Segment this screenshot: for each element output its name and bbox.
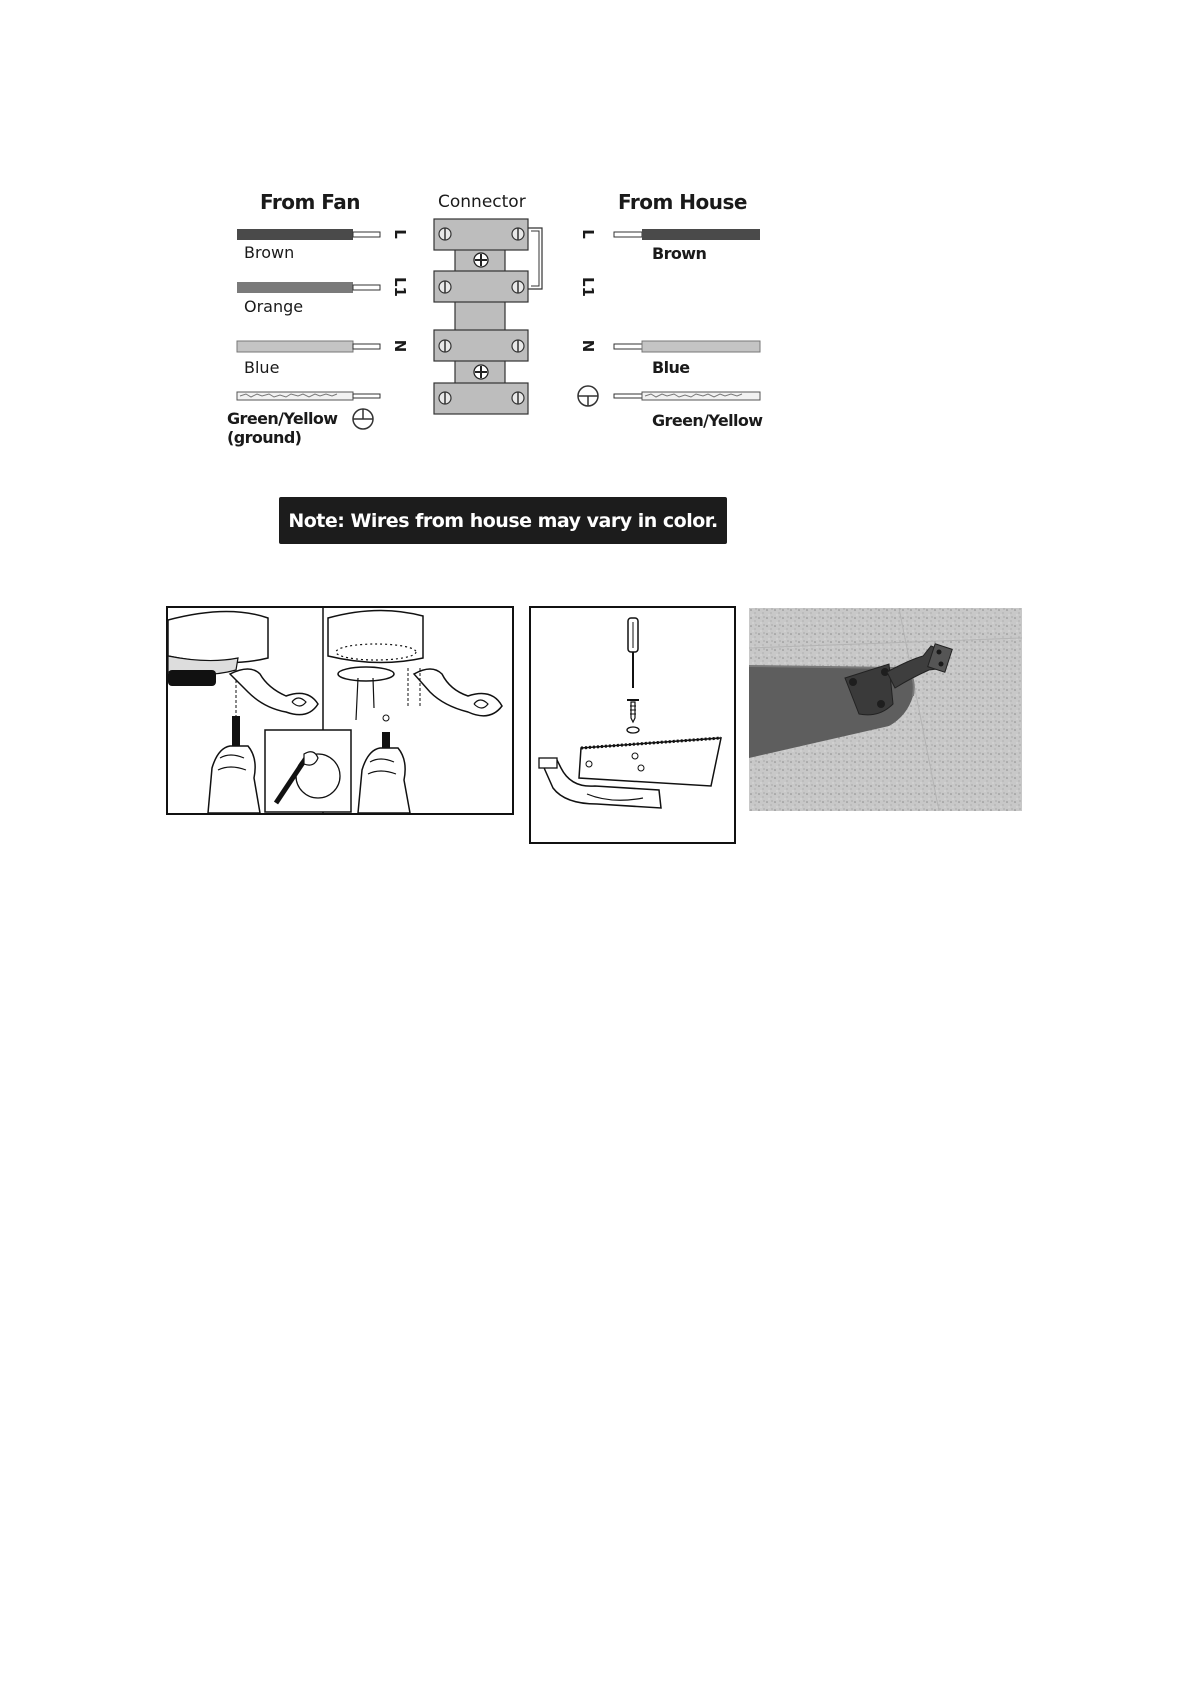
mounting-screw-icon: [474, 365, 488, 379]
from-fan-title: From Fan: [260, 190, 361, 214]
fan-terminal-l1: L1: [391, 277, 409, 297]
ground-symbol-icon: [353, 409, 373, 429]
house-terminal-n: N: [579, 339, 597, 353]
fan-orange-label: Orange: [244, 297, 304, 316]
house-wire-blue: [614, 341, 760, 352]
house-blue-label: Blue: [652, 358, 690, 377]
house-wire-brown: [614, 229, 760, 240]
fan-wire-ground: [237, 392, 380, 400]
note-banner: Note: Wires from house may vary in color.: [279, 497, 727, 544]
house-terminal-l: L: [579, 229, 597, 239]
house-terminal-l1: L1: [579, 277, 597, 297]
ground-symbol-icon: [578, 386, 598, 406]
fan-ground-label-1: Green/Yellow: [227, 409, 338, 428]
fan-wire-brown: [237, 229, 380, 240]
blade-photo: [749, 608, 1022, 811]
connector-block: [434, 219, 542, 414]
fan-blue-label: Blue: [244, 358, 280, 377]
connector-title: Connector: [438, 192, 526, 212]
blade-holder-install-illustration: [166, 606, 514, 815]
mounting-screw-icon: [474, 253, 488, 267]
from-house-title: From House: [618, 190, 747, 214]
house-ground-label: Green/Yellow: [652, 411, 763, 430]
fan-wire-orange: [237, 282, 380, 293]
fan-brown-label: Brown: [244, 243, 295, 262]
house-brown-label: Brown: [652, 244, 707, 263]
fan-terminal-n: N: [391, 339, 409, 353]
wiring-diagram: [200, 175, 800, 475]
blade-attach-exploded-illustration: [529, 606, 736, 844]
house-wire-ground: [614, 392, 760, 400]
fan-wire-blue: [237, 341, 380, 352]
fan-ground-label-2: (ground): [227, 428, 302, 447]
fan-terminal-l: L: [391, 229, 409, 239]
